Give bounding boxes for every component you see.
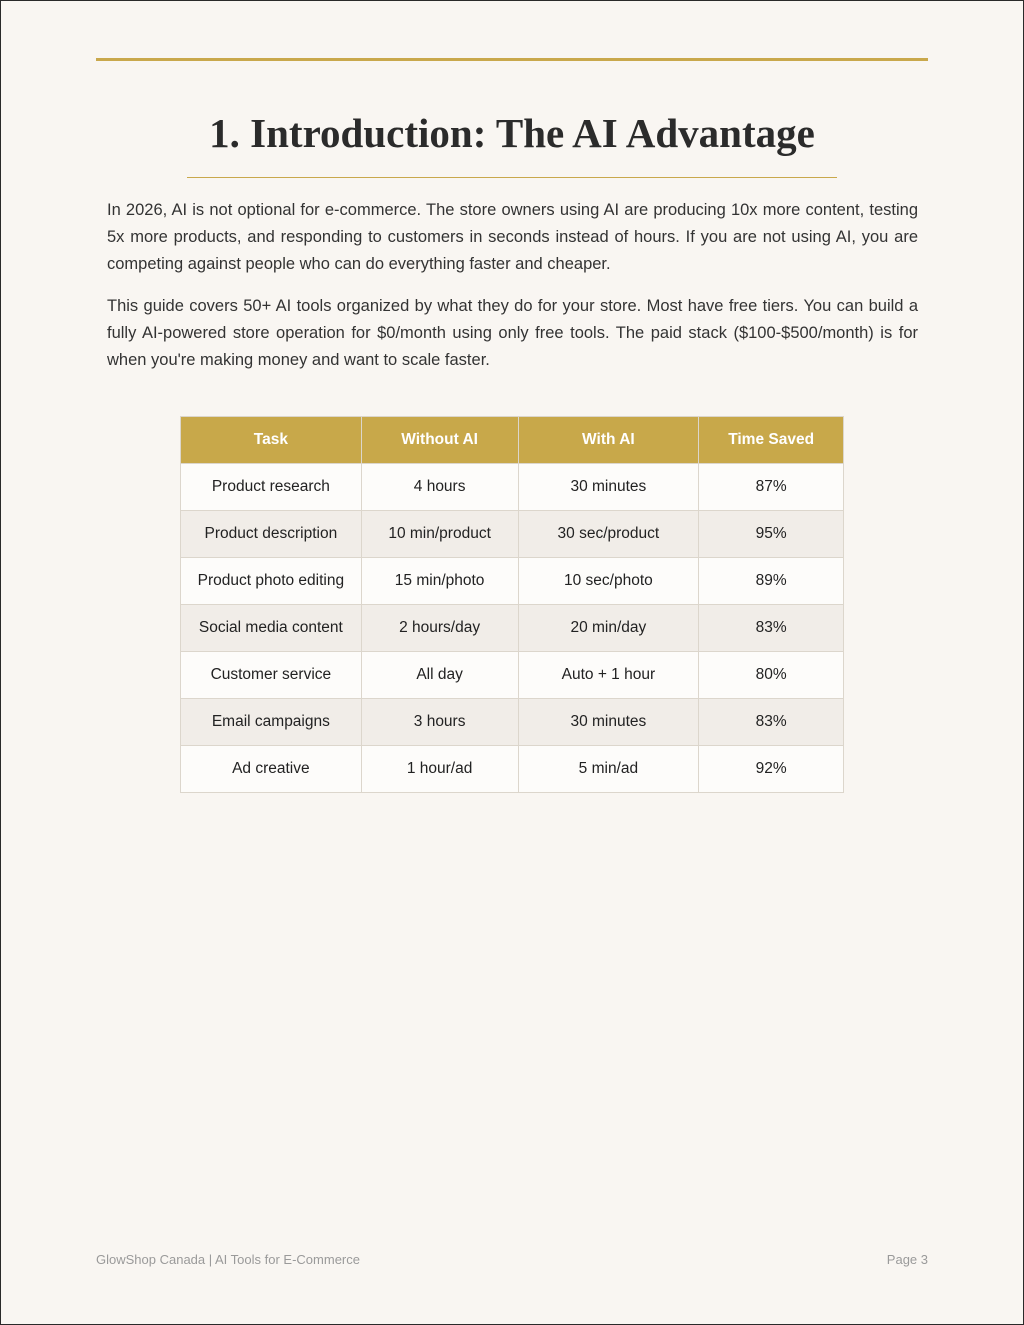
cell-time-saved: 83% bbox=[699, 605, 844, 652]
cell-without-ai: 10 min/product bbox=[361, 511, 518, 558]
cell-without-ai: 15 min/photo bbox=[361, 558, 518, 605]
cell-time-saved: 80% bbox=[699, 652, 844, 699]
table-row bbox=[181, 464, 844, 511]
cell-with-ai: 5 min/ad bbox=[518, 746, 699, 793]
header-without-ai: Without AI bbox=[361, 417, 518, 464]
cell-task: Product research bbox=[181, 464, 362, 511]
cell-time-saved: 92% bbox=[699, 746, 844, 793]
table-row bbox=[181, 511, 844, 558]
cell-task: Ad creative bbox=[181, 746, 362, 793]
table-row bbox=[181, 558, 844, 605]
header-with-ai: With AI bbox=[518, 417, 699, 464]
table-row bbox=[181, 699, 844, 746]
cell-task: Product description bbox=[181, 511, 362, 558]
cell-without-ai: All day bbox=[361, 652, 518, 699]
cell-without-ai: 1 hour/ad bbox=[361, 746, 518, 793]
cell-task: Product photo editing bbox=[181, 558, 362, 605]
footer-page-number: Page 3 bbox=[886, 1252, 928, 1267]
cell-with-ai: Auto + 1 hour bbox=[518, 652, 699, 699]
cell-time-saved: 89% bbox=[699, 558, 844, 605]
time-savings-table bbox=[180, 416, 844, 793]
table-header bbox=[181, 417, 844, 464]
cell-without-ai: 3 hours bbox=[361, 699, 518, 746]
intro-paragraph-2: This guide covers 50+ AI tools organized by what they do for your store. Most have free tiers. You can build a fully AI-powered store operation for $0/month using only free tools. The paid stack ($100-$500/month) is for when you're making money and want to scale faster. bbox=[107, 297, 918, 369]
cell-without-ai: 4 hours bbox=[361, 464, 518, 511]
page-title: 1. Introduction: The AI Advantage bbox=[209, 110, 815, 156]
table-row bbox=[181, 605, 844, 652]
title-underline bbox=[187, 177, 837, 178]
cell-task: Email campaigns bbox=[181, 699, 362, 746]
cell-task: Social media content bbox=[181, 605, 362, 652]
cell-time-saved: 87% bbox=[699, 464, 844, 511]
cell-time-saved: 95% bbox=[699, 511, 844, 558]
cell-with-ai: 10 sec/photo bbox=[518, 558, 699, 605]
cell-time-saved: 83% bbox=[699, 699, 844, 746]
cell-with-ai: 30 minutes bbox=[518, 699, 699, 746]
header-task: Task bbox=[181, 417, 362, 464]
intro-paragraph-1: In 2026, AI is not optional for e-commerce. The store owners using AI are producing 10x more content, testing 5x more products, and responding to customers in seconds instead of hours. If you are not using AI, you are competing against people who can do everything faster and cheaper. bbox=[107, 201, 918, 273]
footer-document-title: GlowShop Canada | AI Tools for E-Commerce bbox=[96, 1252, 360, 1267]
table-row bbox=[181, 652, 844, 699]
header-time-saved: Time Saved bbox=[699, 417, 844, 464]
cell-with-ai: 30 minutes bbox=[518, 464, 699, 511]
top-divider bbox=[96, 58, 928, 61]
table-row bbox=[181, 746, 844, 793]
table-body bbox=[181, 464, 844, 793]
cell-with-ai: 20 min/day bbox=[518, 605, 699, 652]
cell-task: Customer service bbox=[181, 652, 362, 699]
cell-without-ai: 2 hours/day bbox=[361, 605, 518, 652]
table-header-row bbox=[181, 417, 844, 464]
cell-with-ai: 30 sec/product bbox=[518, 511, 699, 558]
